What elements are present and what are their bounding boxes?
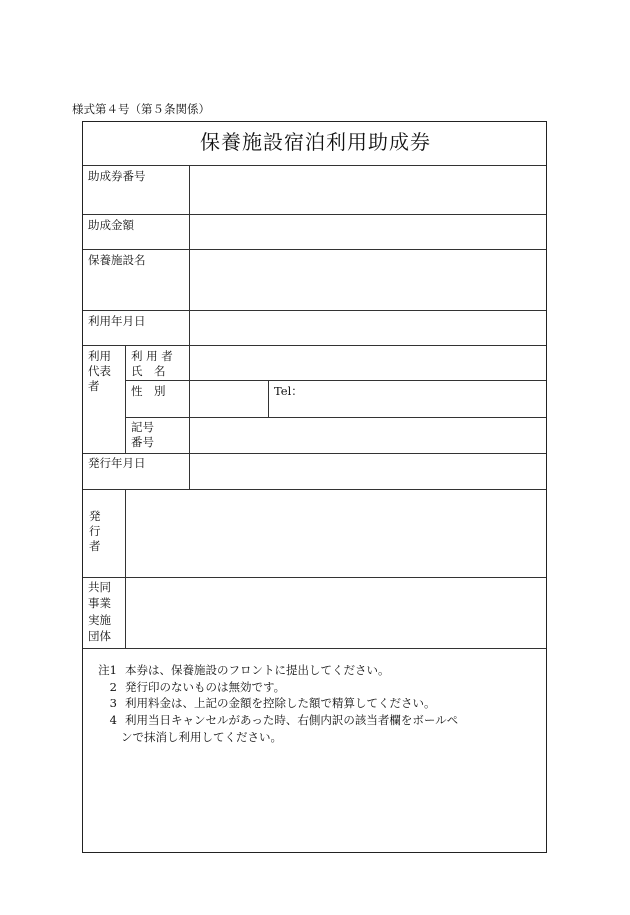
voucher-title: 保養施設宿泊利用助成券 xyxy=(200,130,431,154)
note-item: 2 発行印のないものは無効です。 xyxy=(109,679,286,694)
voucher-number-label: 助成券番号 xyxy=(88,169,146,183)
tel-label: Tel： xyxy=(274,384,303,398)
row-divider xyxy=(83,648,546,649)
facility-name-label: 保養施設名 xyxy=(88,253,146,267)
issuer-label: 発 行 者 xyxy=(89,509,101,553)
row-divider xyxy=(83,345,546,346)
code-number-label: 記号 番号 xyxy=(131,420,154,449)
note-item: 3 利用料金は、上記の金額を控除した額で精算してください。 xyxy=(109,696,436,711)
row-divider xyxy=(83,249,546,250)
note-item: 4 利用当日キャンセルがあった時、右側内訳の該当者欄をボールペ xyxy=(109,713,459,728)
joint-org-label: 共同 事業 実施 団体 xyxy=(88,580,111,643)
column-divider xyxy=(125,489,126,648)
note-item: 注1 本券は、保養施設のフロントに提出してください。 xyxy=(98,663,390,677)
usage-date-label: 利用年月日 xyxy=(88,314,146,328)
notes-section xyxy=(89,662,544,745)
row-divider xyxy=(83,310,546,311)
gender-label: 性 別 xyxy=(131,384,166,398)
row-divider xyxy=(83,214,546,215)
row-divider xyxy=(83,453,546,454)
row-divider xyxy=(83,489,546,490)
issue-date-label: 発行年月日 xyxy=(88,456,146,470)
amount-label: 助成金額 xyxy=(88,218,134,232)
voucher-form xyxy=(82,121,547,853)
column-divider xyxy=(125,345,126,453)
row-divider xyxy=(83,165,546,166)
form-number-label: 様式第４号（第５条関係） xyxy=(72,102,210,116)
note-continuation: ンで抹消し利用してください。 xyxy=(121,729,282,744)
column-divider xyxy=(189,165,190,489)
representative-label: 利用 代表 者 xyxy=(88,349,111,393)
row-divider xyxy=(83,577,546,578)
column-divider xyxy=(268,380,269,417)
user-name-label: 利 用 者 氏 名 xyxy=(131,349,173,378)
